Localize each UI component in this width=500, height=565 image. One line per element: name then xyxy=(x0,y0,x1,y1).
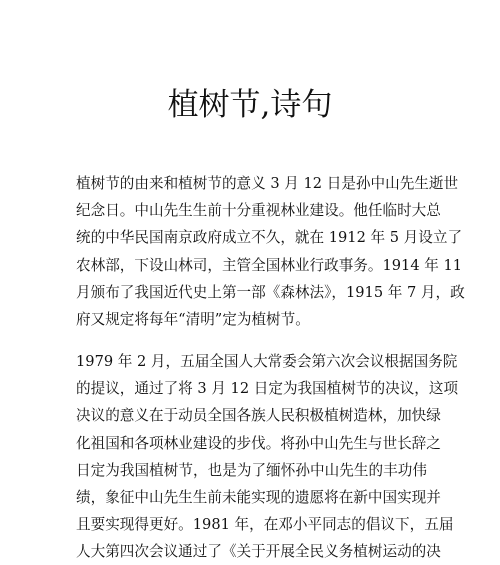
paragraph-1-line: 农林部，下设山林司，主管全国林业行政事务。1914 年 11 xyxy=(76,256,463,274)
paragraph-2 xyxy=(76,348,459,565)
page-title: 植树节,诗句 xyxy=(167,87,333,123)
paragraph-2-line: 且要实现得更好。1981 年，在邓小平同志的倡议下，五届 xyxy=(76,516,454,534)
paragraph-2-line: 化祖国和各项林业建设的步伐。将孙中山先生与世长辞之 xyxy=(76,434,441,452)
paragraph-2-line: 决议的意义在于动员全国各族人民积极植树造林，加快绿 xyxy=(76,407,441,425)
paragraph-1-line: 府又规定将每年“清明”定为植树节。 xyxy=(76,311,310,329)
paragraph-2-line: 的提议，通过了将 3 月 12 日定为我国植树节的决议，这项 xyxy=(76,380,459,398)
paragraph-1 xyxy=(76,170,465,333)
paragraph-1-line: 统的中华民国南京政府成立不久，就在 1912 年 5 月设立了 xyxy=(76,229,463,247)
paragraph-2-line: 1979 年 2 月，五届全国人大常委会第六次会议根据国务院 xyxy=(76,353,458,370)
paragraph-1-line: 月颁布了我国近代史上第一部《森林法》，1915 年 7 月，政 xyxy=(76,283,465,301)
paragraph-1-line: 纪念日。中山先生生前十分重视林业建设。他任临时大总 xyxy=(76,202,441,220)
paragraph-1-line: 植树节的由来和植树节的意义 3 月 12 日是孙中山先生逝世 xyxy=(76,175,459,192)
paragraph-2-line: 日定为我国植树节，也是为了缅怀孙中山先生的丰功伟 xyxy=(76,461,427,479)
paragraph-2-line: 人大第四次会议通过了《关于开展全民义务植树运动的决 xyxy=(76,543,441,561)
paragraph-2-line: 绩，象征中山先生生前未能实现的遗愿将在新中国实现并 xyxy=(76,489,441,507)
